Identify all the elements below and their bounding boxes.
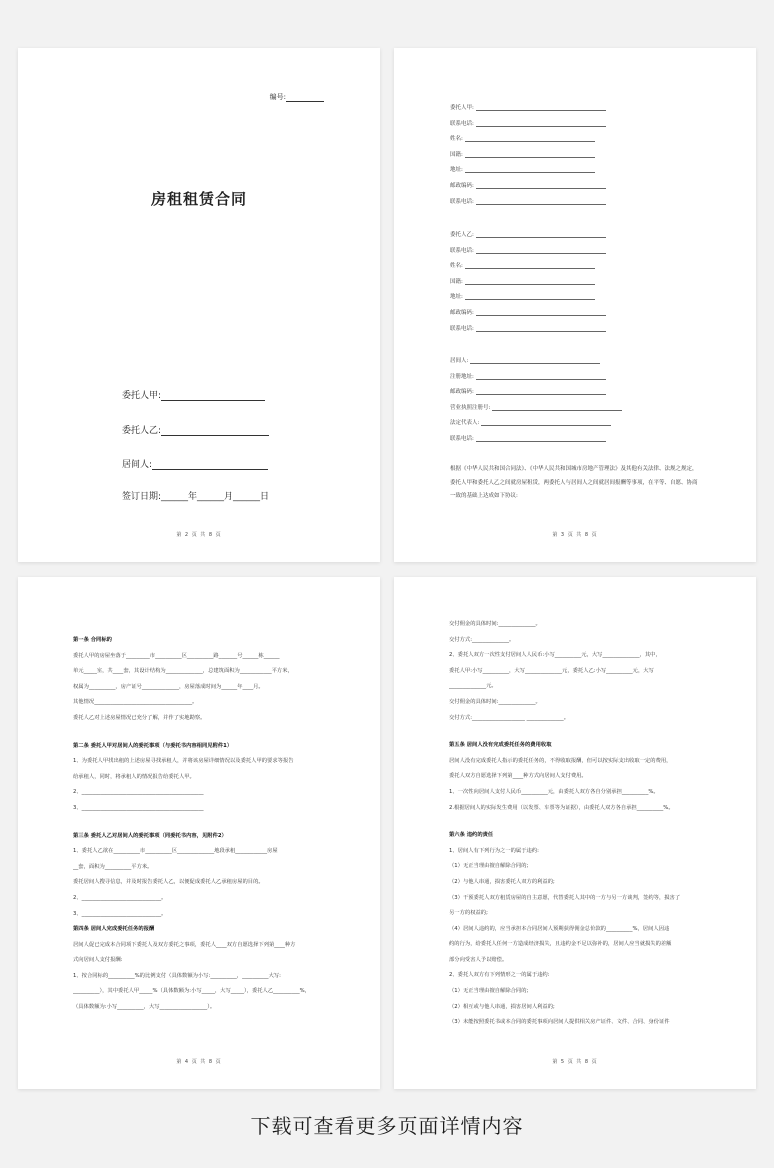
party-b-field <box>450 277 595 285</box>
contract-line: 1、一次性向居间人支付人民币__________元，由委托人双方各自分别承担__________%。 <box>449 788 659 795</box>
contract-line <box>73 727 344 739</box>
contract-line <box>449 726 720 738</box>
terms-body <box>449 617 720 1031</box>
contract-line: （具体数额为:小写__________，大写__________________）。 <box>73 1004 216 1011</box>
party-b-field <box>450 324 606 332</box>
contract-line: 约的行为，给委托人任何一方造成经济损失，且违约金不足以弥补的，居间人应当就损失的差额 <box>449 941 672 948</box>
contract-line: （1）无正当理由擅自解除合同的; <box>449 863 529 870</box>
signer-party-b: 委托人乙: <box>122 423 269 436</box>
party-b-field <box>450 230 606 238</box>
contract-line: 2、委托人双方有下列情形之一的属于违约: <box>449 972 550 979</box>
field-label: 邮政编码: <box>450 183 474 189</box>
article-heading: 第二条 委托人甲对居间人的委托事项（与委托书内容相同见附件1） <box>73 742 233 749</box>
field-label: 邮政编码: <box>450 310 474 316</box>
signer-intermediary: 居间人: <box>122 457 268 470</box>
article-heading: 第五条 居间人没有完成委托任务的费用收取 <box>449 742 552 749</box>
contract-line: 3、______________________________________________ <box>73 804 204 811</box>
field-label: 联系电话: <box>450 247 474 254</box>
contract-line: 3、______________________________。 <box>73 910 167 917</box>
contract-line: __________），其中委托人甲_____%（具体数额为:小写_____，大写_____），委托人乙__________%， <box>73 988 310 995</box>
contract-line: 交付方式:______________。 <box>449 636 515 643</box>
contract-line: 1、居间人有下列行为之一的属于违约: <box>449 847 539 854</box>
parties-page <box>394 48 756 562</box>
article-heading: 第四条 居间人完成委托任务的报酬 <box>73 926 155 933</box>
field-label: 居间人: <box>450 358 469 364</box>
signer-party-a: 委托人甲: <box>122 388 265 401</box>
terms-page-1 <box>18 577 380 1089</box>
party-a-field <box>450 134 595 142</box>
preamble-paragraph: 根据《中华人民共和国合同法》、《中华人民共和国城市房地产管理法》及其他有关法律、法规之规定，委托人甲和委托人乙之间就房屋租赁，两委托人与居间人之间就居间报酬等事项，在平等、自愿、协商一致的基础上达成如下协议: <box>450 466 698 499</box>
contract-line: 交付佣金的具体时间:______________。 <box>449 621 541 627</box>
contract-line: __套，面积为__________平方米。 <box>73 863 153 870</box>
contract-line: ______________元。 <box>449 683 497 690</box>
article-heading: 第一条 合同标的 <box>73 637 112 643</box>
field-label: 国籍: <box>450 151 463 158</box>
contract-line: （2）相互或与他人串通，损害居间人利益的; <box>449 1003 555 1010</box>
party-a-field <box>450 197 606 205</box>
intermediary-field <box>450 372 606 380</box>
contract-line: 给承租人，同时，将承租人的情况报告给委托人甲。 <box>73 773 195 780</box>
page-number: 第 3 页 共 8 页 <box>552 532 598 538</box>
field-label: 法定代表人: <box>450 420 480 427</box>
party-a-field <box>450 119 606 127</box>
field-label: 委托人甲: <box>450 105 474 111</box>
field-label: 委托人乙: <box>450 232 474 238</box>
contract-line: 2、______________________________________________ <box>73 789 204 796</box>
contract-line: （1）无正当理由擅自解除合同的; <box>449 988 529 995</box>
party-a-field <box>450 150 595 158</box>
field-label: 地址: <box>450 294 463 301</box>
contract-line: 2、委托人双方一次性支付居间人人民币:小写__________元，大写______________，其中， <box>449 652 661 659</box>
field-label: 联系电话: <box>450 436 474 442</box>
cover-page <box>18 48 380 562</box>
page-number: 第 2 页 共 8 页 <box>176 532 222 538</box>
contract-title: 房租租赁合同 <box>150 190 247 208</box>
page-number: 第 5 页 共 8 页 <box>552 1059 598 1065</box>
intermediary-field <box>450 403 622 411</box>
field-label: 联系电话: <box>450 198 474 205</box>
party-b-field <box>450 261 595 269</box>
contract-line: （2）与他人串通，损害委托人双方的利益的; <box>449 878 555 885</box>
field-label: 姓名: <box>450 136 463 143</box>
contract-line: 式向居间人支付报酬: <box>73 957 123 964</box>
contract-line: 1、委托人乙欲在__________市__________区______________地段承租____________房屋 <box>73 848 278 855</box>
terms-body <box>73 633 344 1016</box>
intermediary-field <box>450 434 606 442</box>
contract-line: 居间人没有完成委托人指示的委托任务的，不得收取报酬，但可以按实际支出收取一定的费用， <box>449 757 672 764</box>
field-label: 注册地址: <box>450 373 474 380</box>
contract-line: 单元_____室，共____套，其设计结构为______________，总建筑面积为____________平方米， <box>73 668 293 675</box>
party-a-field <box>450 181 606 189</box>
contract-line: 交付佣金的具体时间:______________。 <box>449 698 541 705</box>
contract-line: 其他情况_____________________________________。 <box>73 699 198 706</box>
party-b-field <box>450 246 606 254</box>
contract-line: 委托人双方自愿选择下列第____种方式向居间人支付费用。 <box>449 773 587 780</box>
contract-line: 1、为委托人甲找出租的上述房屋寻找承租人，并将该房屋详细情况以及委托人甲的要求等报告 <box>73 758 294 765</box>
article-heading: 第三条 委托人乙对居间人的委托事项（同委托书内容，见附件2） <box>73 832 227 839</box>
party-a-field <box>450 165 595 173</box>
article-heading: 第六条 违约的责任 <box>449 832 494 839</box>
contract-line: 委托人甲的房屋坐落于_________市__________区__________路_______号______栋______ <box>73 652 280 659</box>
contract-line: 权属为__________，房产证号______________，房屋落成时间为______年____月。 <box>73 683 264 690</box>
page-number: 第 4 页 共 8 页 <box>176 1059 222 1065</box>
field-label: 联系电话: <box>450 325 474 332</box>
contract-line: （3）干预委托人双方租赁房屋的自主意愿，代替委托人其中的一方与另一方谈判，签约等，损害了 <box>449 894 681 901</box>
contract-number: 编号: <box>270 92 324 102</box>
contract-line: 2.根据居间人的实际发生费用（以发票、车票等为证据），由委托人双方各自承担__________%。 <box>449 804 674 811</box>
contract-line: 委托居间人搜寻信息，并及时报告委托人乙，以便促成委托人乙承租房屋的目的。 <box>73 879 264 886</box>
contract-line <box>73 817 344 829</box>
field-label: 邮政编码: <box>450 389 474 396</box>
field-label: 营业执照注册号: <box>450 404 491 411</box>
contract-line: 2、______________________________。 <box>73 894 167 901</box>
field-label: 地址: <box>450 167 463 174</box>
contract-line <box>449 816 720 828</box>
contract-line: （3）未能按照委托书或本合同的委托事项向居间人提供相关房产证件、文件、合同、身份证件 <box>449 1019 670 1026</box>
contract-line: 居间人促已完成本合同项下委托人及双方委托之事项，委托人____双方自愿选择下列第____种方 <box>73 941 296 948</box>
contract-line: 部分向受害人予以赔偿。 <box>449 956 508 963</box>
download-caption: 下载可查看更多页面详情内容 <box>250 1114 524 1138</box>
contract-line: 另一方的权益的; <box>449 910 488 917</box>
party-b-field <box>450 292 595 300</box>
party-b-field <box>450 308 606 316</box>
contract-line: 1、按合同标的__________%的比例支付（具体数额为小写:__________，__________大写: <box>73 972 281 979</box>
party-a-field <box>450 103 606 111</box>
field-label: 姓名: <box>450 263 463 270</box>
intermediary-field <box>450 418 611 426</box>
field-label: 联系电话: <box>450 120 474 127</box>
intermediary-field <box>450 387 606 395</box>
terms-page-2 <box>394 577 756 1089</box>
field-label: 国籍: <box>450 278 463 285</box>
contract-line: 委托人乙对上述房屋情况已充分了解，并作了实地勘察。 <box>73 714 206 721</box>
intermediary-field <box>450 356 600 364</box>
contract-line: 交付方式:____________________ ______________。 <box>449 714 569 721</box>
sign-date: 签订日期:______年______月______日 <box>122 492 270 502</box>
contract-line: （4）居间人违约的，应当承担本合同居间人预期获得佣金总价款的__________%，居间人因违 <box>449 925 670 932</box>
contract-line: 委托人甲:小写__________，大写______________元，委托人乙:小写__________元，大写 <box>449 667 654 674</box>
